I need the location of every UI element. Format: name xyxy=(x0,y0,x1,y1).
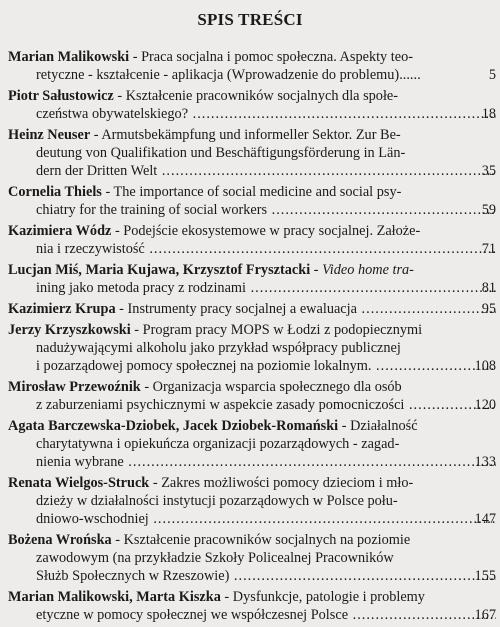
entry-author: Kazimierz Krupa xyxy=(8,301,116,317)
entry-title-line: i pozarządowej pomocy społecznej na poziomie lokalnym. ..... xyxy=(36,358,496,374)
entry-title-line: zawodowym (na przykładzie Szkoły Policealnej Pracowników xyxy=(36,550,394,566)
entry-page: 81 xyxy=(481,280,496,296)
toc-entry[interactable]: Marian Malikowski, Marta Kiszka - Dysfunkcje, patologie i problemy etyczne w pomocy społecznej we współczesnej Polsce ..... 167 xyxy=(8,588,496,624)
entry-title-line: retyczne - kształcenie - aplikacja (Wprowadzenie do problemu)...... xyxy=(36,67,421,83)
entry-title-line: czeństwa obywatelskiego? ..... xyxy=(36,106,496,122)
toc-entry[interactable]: Kazimierz Krupa - Instrumenty pracy socjalnej a ewaluacja ..... 95 xyxy=(8,300,496,318)
entry-title-line: chiatry for the training of social workers ..... xyxy=(36,202,496,218)
entry-title-line: Praca socjalna i pomoc społeczna. Aspekty teo- xyxy=(141,49,414,65)
entry-author: Renata Wielgos-Struck xyxy=(8,475,150,491)
entry-page: 108 xyxy=(474,358,496,374)
entry-author: Cornelia Thiels xyxy=(8,184,102,200)
entry-title-line: deutung von Qualifikation und Beschäftigungsförderung in Län- xyxy=(36,145,406,161)
entry-title-line: Działalność xyxy=(350,418,418,434)
entry-page: 120 xyxy=(474,397,496,413)
toc-entry[interactable]: Jerzy Krzyszkowski - Program pracy MOPS w Łodzi z podopiecznymi nadużywającymi alkoholu jako przykład współpracy publicznej i pozarządowej pomocy społecznej na poziomie lokalnym. ..... 108 xyxy=(8,321,496,375)
entry-title-line: ining jako metoda pracy z rodzinami ..... xyxy=(36,280,496,296)
toc-entry[interactable]: Heinz Neuser - Armutsbekämpfung und informeller Sektor. Zur Be- deutung von Qualifikation und Beschäftigungsförderung in Län- dern der Dritten Welt ..... 35 xyxy=(8,126,496,180)
entry-author: Jerzy Krzyszkowski xyxy=(8,322,131,338)
entry-author: Kazimiera Wódz xyxy=(8,223,112,239)
entry-page: 59 xyxy=(481,202,496,218)
toc-list xyxy=(8,48,496,627)
entry-author: Mirosław Przewoźnik xyxy=(8,379,141,395)
entry-page: 133 xyxy=(474,454,496,470)
entry-title-line: nia i rzeczywistość ..... xyxy=(36,241,496,257)
page-title: SPIS TREŚCI xyxy=(197,10,303,29)
toc-entry[interactable]: Renata Wielgos-Struck - Zakres możliwości pomocy dzieciom i mło- dzieży w działalności instytucji pozarządowych w Polsce połu- dniowo-wschodniej ..... 147 xyxy=(8,474,496,528)
toc-entry[interactable]: Agata Barczewska-Dziobek, Jacek Dziobek-Romański - Działalność charytatywna i opiekuńcza organizacji pozarządowych - zagad- nienia wybrane ..... 133 xyxy=(8,417,496,471)
entry-title-line: dern der Dritten Welt ..... xyxy=(36,163,496,179)
entry-page: 95 xyxy=(481,301,496,317)
entry-page: 147 xyxy=(474,511,496,527)
entry-title-line: dzieży w działalności instytucji pozarządowych w Polsce połu- xyxy=(36,493,398,509)
entry-author: Bożena Wrońska xyxy=(8,532,112,548)
toc-entry[interactable]: Marian Malikowski - Praca socjalna i pomoc społeczna. Aspekty teo- retyczne - kształcenie - aplikacja (Wprowadzenie do problemu)...... 5 xyxy=(8,49,496,83)
toc-entry[interactable]: Lucjan Miś, Maria Kujawa, Krzysztof Frysztacki - Video home tra- ining jako metoda pracy z rodzinami ..... 81 xyxy=(8,261,496,297)
entry-title-line: nadużywającymi alkoholu jako przykład współpracy publicznej xyxy=(36,340,401,356)
entry-title-line: The importance of social medicine and social psy- xyxy=(113,184,402,200)
toc-entry[interactable]: Cornelia Thiels - The importance of social medicine and social psy- chiatry for the training of social workers ..... 59 xyxy=(8,183,496,219)
entry-title-line: Armutsbekämpfung und informeller Sektor. Zur Be- xyxy=(101,127,401,143)
entry-page: 5 xyxy=(488,67,496,83)
entry-author: Heinz Neuser xyxy=(8,127,91,143)
entry-title-line: Służb Społecznych w Rzeszowie) ..... xyxy=(36,568,496,584)
entry-page: 35 xyxy=(481,163,496,179)
entry-title-line: Organizacja wsparcia społecznego dla osób xyxy=(152,379,402,395)
entry-title-line: Zakres możliwości pomocy dzieciom i mło- xyxy=(161,475,414,491)
entry-author: Agata Barczewska-Dziobek, Jacek Dziobek-Romański xyxy=(8,418,339,434)
entry-author: Piotr Sałustowicz xyxy=(8,88,114,104)
toc-entry[interactable]: Kazimiera Wódz - Podejście ekosystemowe w pracy socjalnej. Założe- nia i rzeczywistość ..... 71 xyxy=(8,222,496,258)
entry-author: Marian Malikowski, Marta Kiszka xyxy=(8,589,221,605)
entry-title-line: z zaburzeniami psychicznymi w aspekcie zasady pomocniczości ..... xyxy=(36,397,496,413)
entry-title-line: charytatywna i opiekuńcza organizacji pozarządowych - zagad- xyxy=(36,436,400,452)
entry-title-line: Instrumenty pracy socjalnej a ewaluacja ..... xyxy=(128,301,496,317)
entry-title-line: Podejście ekosystemowe w pracy socjalnej. Założe- xyxy=(123,223,421,239)
entry-title-line: Video home tra- xyxy=(322,262,414,278)
entry-title-line: dniowo-wschodniej ..... xyxy=(36,511,496,527)
toc-entry[interactable]: Piotr Sałustowicz - Kształcenie pracowników socjalnych dla społe- czeństwa obywatelskiego? ..... 18 xyxy=(8,87,496,123)
entry-author: Marian Malikowski xyxy=(8,49,130,65)
entry-title-line: Kształcenie pracowników socjalnych dla społe- xyxy=(125,88,399,104)
entry-title-line: Dysfunkcje, patologie i problemy xyxy=(232,589,425,605)
entry-title-line: Program pracy MOPS w Łodzi z podopiecznymi xyxy=(142,322,423,338)
entry-page: 71 xyxy=(481,241,496,257)
toc-entry[interactable]: Mirosław Przewoźnik - Organizacja wsparcia społecznego dla osób z zaburzeniami psychicznymi w aspekcie zasady pomocniczości ..... 120 xyxy=(8,378,496,414)
entry-author: Lucjan Miś, Maria Kujawa, Krzysztof Frysztacki xyxy=(8,262,311,278)
toc-entry[interactable]: Bożena Wrońska - Kształcenie pracowników socjalnych na poziomie zawodowym (na przykładzie Szkoły Policealnej Pracowników Służb Społecznych w Rzeszowie) ..... 155 xyxy=(8,531,496,585)
entry-title-line: etyczne w pomocy społecznej we współczesnej Polsce ..... xyxy=(36,607,496,623)
entry-title-line: Kształcenie pracowników socjalnych na poziomie xyxy=(123,532,411,548)
entry-title-line: nienia wybrane ..... xyxy=(36,454,496,470)
entry-page: 18 xyxy=(481,106,496,122)
entry-page: 155 xyxy=(474,568,496,584)
entry-page: 167 xyxy=(474,607,496,623)
